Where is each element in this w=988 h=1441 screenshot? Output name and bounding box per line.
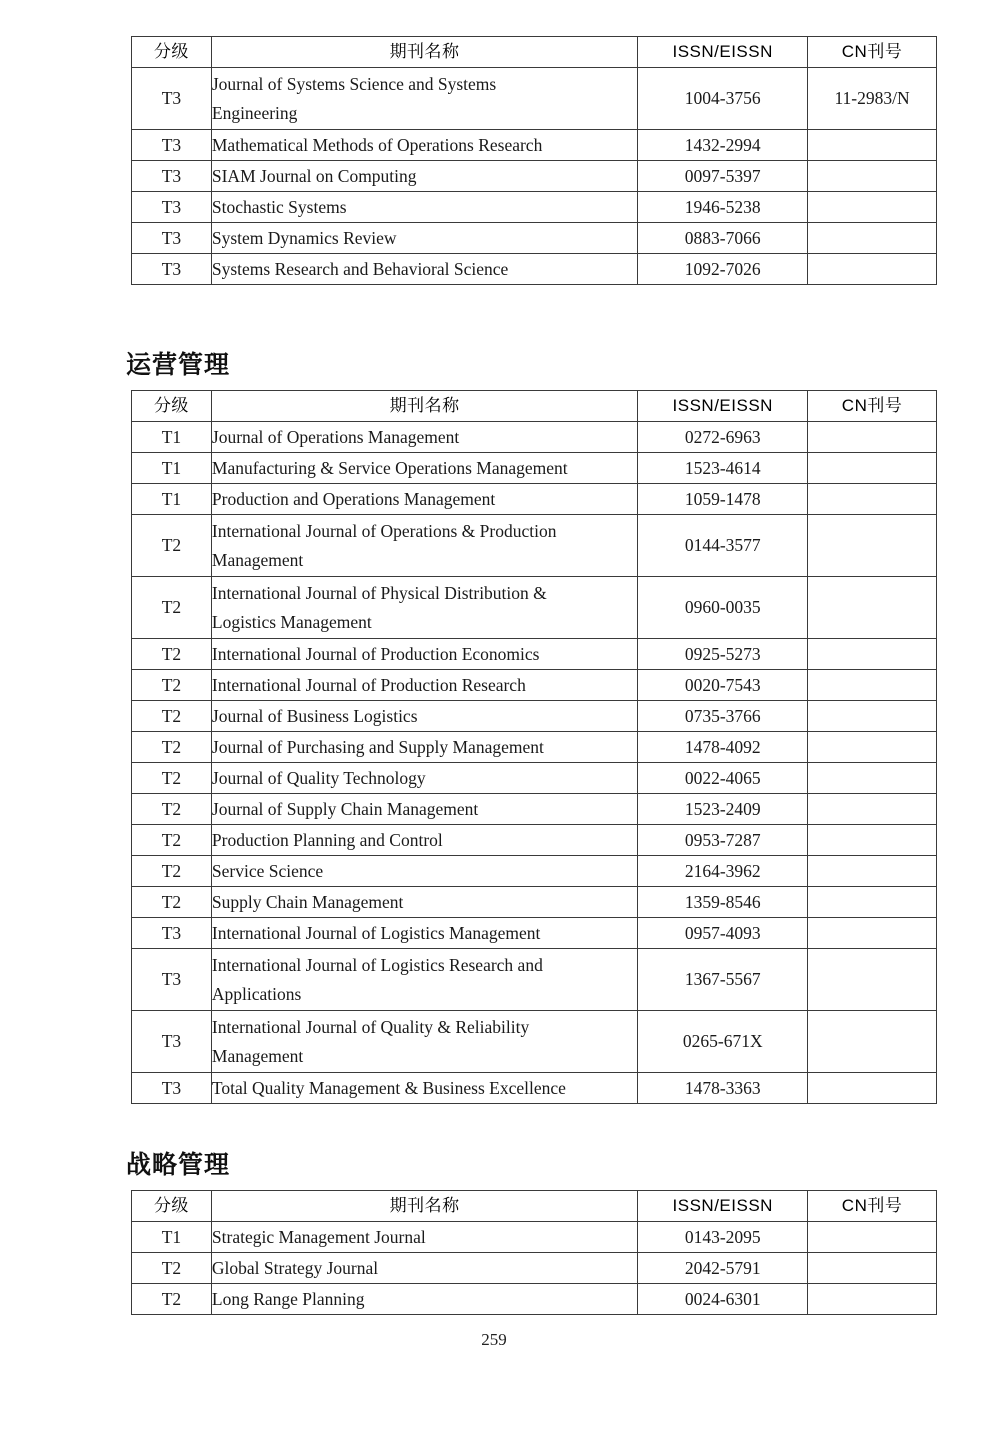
cell-rank: T2 <box>132 639 212 670</box>
table-row <box>132 254 937 285</box>
cell-issn: 2164-3962 <box>638 856 808 887</box>
cell-journal-name <box>211 130 637 161</box>
journal-table-container-1 <box>131 390 937 1104</box>
cell-journal-name <box>211 1253 637 1284</box>
table-row <box>132 1011 937 1073</box>
column-header-journal-name: 期刊名称 <box>211 1191 637 1222</box>
cell-issn: 1478-4092 <box>638 732 808 763</box>
cell-rank: T2 <box>132 856 212 887</box>
table-row <box>132 763 937 794</box>
section-heading-strategic-management: 战略管理 <box>126 1151 231 1179</box>
page-number: 259 <box>481 1330 507 1349</box>
cell-issn: 1359-8546 <box>638 887 808 918</box>
cell-issn: 0925-5273 <box>638 639 808 670</box>
cell-issn: 1432-2994 <box>638 130 808 161</box>
journal-name-line: Service Science <box>211 860 324 881</box>
cell-rank: T2 <box>132 763 212 794</box>
cell-rank: T3 <box>132 918 212 949</box>
cell-journal-name <box>211 794 637 825</box>
cell-issn: 1523-4614 <box>638 453 808 484</box>
cell-rank: T2 <box>132 670 212 701</box>
cell-cn-number <box>808 515 937 577</box>
cell-issn: 2042-5791 <box>638 1253 808 1284</box>
journal-name-line: Global Strategy Journal <box>211 1257 379 1278</box>
cell-issn: 0272-6963 <box>638 422 808 453</box>
cell-cn-number <box>808 949 937 1011</box>
cell-issn: 0024-6301 <box>638 1284 808 1315</box>
table-row <box>132 1284 937 1315</box>
cell-cn-number <box>808 577 937 639</box>
table-header-row <box>132 37 937 68</box>
journal-name-line: Long Range Planning <box>211 1288 365 1309</box>
cell-journal-name <box>211 887 637 918</box>
cell-journal-name <box>211 1222 637 1253</box>
cell-issn: 1092-7026 <box>638 254 808 285</box>
journal-name-line: Management <box>211 1045 304 1066</box>
table-header-row <box>132 391 937 422</box>
cell-journal-name <box>211 192 637 223</box>
journal-name-line: Mathematical Methods of Operations Research <box>211 134 543 155</box>
journal-name-line: International Journal of Quality & Reliability <box>211 1016 530 1037</box>
journal-name-line: Logistics Management <box>211 611 372 632</box>
cell-journal-name <box>211 856 637 887</box>
table-row <box>132 223 937 254</box>
column-header-cn-number: CN刊号 <box>808 391 937 422</box>
journal-name-line: Journal of Operations Management <box>211 426 460 447</box>
table-header-row <box>132 1191 937 1222</box>
cell-rank: T1 <box>132 484 212 515</box>
journal-name-line: Engineering <box>211 102 298 123</box>
cell-rank: T2 <box>132 515 212 577</box>
column-header-issn: ISSN/EISSN <box>638 391 808 422</box>
table-row <box>132 825 937 856</box>
cell-journal-name <box>211 1073 637 1104</box>
journal-name-line: Journal of Systems Science and Systems <box>211 73 497 94</box>
table-row <box>132 130 937 161</box>
table-row <box>132 577 937 639</box>
section-heading-operations-management: 运营管理 <box>126 351 231 379</box>
journal-name-line: International Journal of Operations & Production <box>211 520 557 541</box>
table-row <box>132 639 937 670</box>
cell-cn-number <box>808 856 937 887</box>
table-row <box>132 949 937 1011</box>
table-row <box>132 887 937 918</box>
cell-rank: T3 <box>132 161 212 192</box>
cell-issn: 1523-2409 <box>638 794 808 825</box>
cell-issn: 0143-2095 <box>638 1222 808 1253</box>
cell-issn: 1478-3363 <box>638 1073 808 1104</box>
journal-name-line: Stochastic Systems <box>211 196 347 217</box>
cell-cn-number <box>808 1253 937 1284</box>
column-header-rank: 分级 <box>132 391 212 422</box>
cell-rank: T3 <box>132 254 212 285</box>
journal-name-line: Production and Operations Management <box>211 488 496 509</box>
cell-issn: 0265-671X <box>638 1011 808 1073</box>
column-header-issn: ISSN/EISSN <box>638 37 808 68</box>
cell-journal-name <box>211 68 637 130</box>
journal-name-line: Strategic Management Journal <box>211 1226 426 1247</box>
cell-journal-name <box>211 422 637 453</box>
cell-issn: 1004-3756 <box>638 68 808 130</box>
cell-cn-number <box>808 1284 937 1315</box>
journal-name-line: International Journal of Production Research <box>211 674 526 695</box>
journal-name-line: International Journal of Logistics Research and <box>211 954 543 975</box>
cell-rank: T3 <box>132 192 212 223</box>
cell-journal-name <box>211 515 637 577</box>
table-row <box>132 701 937 732</box>
cell-cn-number <box>808 1073 937 1104</box>
cell-issn: 0020-7543 <box>638 670 808 701</box>
journal-name-line: Systems Research and Behavioral Science <box>211 258 509 279</box>
cell-cn-number <box>808 223 937 254</box>
cell-cn-number <box>808 887 937 918</box>
cell-journal-name <box>211 254 637 285</box>
journal-name-line: Applications <box>211 983 302 1004</box>
cell-cn-number: 11-2983/N <box>808 68 937 130</box>
cell-rank: T2 <box>132 1253 212 1284</box>
cell-cn-number <box>808 1222 937 1253</box>
journal-table <box>131 36 937 285</box>
column-header-cn-number: CN刊号 <box>808 1191 937 1222</box>
cell-rank: T1 <box>132 453 212 484</box>
cell-cn-number <box>808 453 937 484</box>
cell-journal-name <box>211 763 637 794</box>
cell-rank: T2 <box>132 701 212 732</box>
journal-name-line: Journal of Quality Technology <box>211 767 426 788</box>
cell-rank: T1 <box>132 1222 212 1253</box>
cell-cn-number <box>808 161 937 192</box>
column-header-journal-name: 期刊名称 <box>211 391 637 422</box>
journal-name-line: Management <box>211 549 304 570</box>
cell-issn: 0960-0035 <box>638 577 808 639</box>
table-row <box>132 1253 937 1284</box>
cell-cn-number <box>808 1011 937 1073</box>
column-header-rank: 分级 <box>132 37 212 68</box>
cell-journal-name <box>211 577 637 639</box>
journal-name-line: System Dynamics Review <box>211 227 397 248</box>
table-row <box>132 515 937 577</box>
cell-journal-name <box>211 732 637 763</box>
cell-journal-name <box>211 1284 637 1315</box>
table-row <box>132 918 937 949</box>
cell-cn-number <box>808 825 937 856</box>
journal-name-line: International Journal of Logistics Management <box>211 922 541 943</box>
journal-name-line: Supply Chain Management <box>211 891 404 912</box>
column-header-cn-number: CN刊号 <box>808 37 937 68</box>
cell-cn-number <box>808 763 937 794</box>
table-row <box>132 794 937 825</box>
cell-journal-name <box>211 949 637 1011</box>
table-row <box>132 484 937 515</box>
cell-issn: 1367-5567 <box>638 949 808 1011</box>
cell-journal-name <box>211 161 637 192</box>
cell-rank: T3 <box>132 68 212 130</box>
cell-cn-number <box>808 732 937 763</box>
journal-name-line: Journal of Purchasing and Supply Management <box>211 736 544 757</box>
table-row <box>132 856 937 887</box>
cell-rank: T3 <box>132 949 212 1011</box>
journal-name-line: Total Quality Management & Business Excellence <box>211 1077 566 1098</box>
cell-issn: 0957-4093 <box>638 918 808 949</box>
journal-name-line: Journal of Supply Chain Management <box>211 798 479 819</box>
cell-issn: 0735-3766 <box>638 701 808 732</box>
cell-rank: T2 <box>132 1284 212 1315</box>
cell-journal-name <box>211 701 637 732</box>
table-row <box>132 453 937 484</box>
table-row <box>132 670 937 701</box>
cell-cn-number <box>808 254 937 285</box>
cell-rank: T2 <box>132 732 212 763</box>
cell-rank: T2 <box>132 577 212 639</box>
column-header-rank: 分级 <box>132 1191 212 1222</box>
table-row <box>132 161 937 192</box>
cell-rank: T3 <box>132 130 212 161</box>
journal-table-container-2 <box>131 1190 937 1315</box>
cell-issn: 0097-5397 <box>638 161 808 192</box>
cell-rank: T1 <box>132 422 212 453</box>
table-row <box>132 1073 937 1104</box>
journal-table <box>131 390 937 1104</box>
cell-journal-name <box>211 223 637 254</box>
cell-journal-name <box>211 1011 637 1073</box>
cell-cn-number <box>808 670 937 701</box>
cell-issn: 1059-1478 <box>638 484 808 515</box>
table-row <box>132 1222 937 1253</box>
cell-issn: 0953-7287 <box>638 825 808 856</box>
cell-journal-name <box>211 825 637 856</box>
journal-name-line: International Journal of Physical Distribution & <box>211 582 547 603</box>
cell-cn-number <box>808 484 937 515</box>
table-row <box>132 192 937 223</box>
cell-journal-name <box>211 670 637 701</box>
journal-table-container-0 <box>131 36 937 285</box>
cell-cn-number <box>808 639 937 670</box>
cell-rank: T3 <box>132 1011 212 1073</box>
cell-issn: 0022-4065 <box>638 763 808 794</box>
journal-table <box>131 1190 937 1315</box>
cell-journal-name <box>211 918 637 949</box>
column-header-journal-name: 期刊名称 <box>211 37 637 68</box>
journal-name-line: International Journal of Production Economics <box>211 643 540 664</box>
cell-cn-number <box>808 701 937 732</box>
journal-name-line: Production Planning and Control <box>211 829 443 850</box>
cell-cn-number <box>808 130 937 161</box>
cell-rank: T3 <box>132 1073 212 1104</box>
journal-name-line: Manufacturing & Service Operations Management <box>211 457 568 478</box>
cell-cn-number <box>808 794 937 825</box>
cell-journal-name <box>211 453 637 484</box>
cell-issn: 0144-3577 <box>638 515 808 577</box>
cell-issn: 0883-7066 <box>638 223 808 254</box>
cell-cn-number <box>808 422 937 453</box>
cell-rank: T3 <box>132 223 212 254</box>
table-row <box>132 732 937 763</box>
cell-cn-number <box>808 918 937 949</box>
cell-issn: 1946-5238 <box>638 192 808 223</box>
journal-name-line: Journal of Business Logistics <box>211 705 418 726</box>
cell-journal-name <box>211 639 637 670</box>
table-row <box>132 68 937 130</box>
cell-rank: T2 <box>132 825 212 856</box>
journal-name-line: SIAM Journal on Computing <box>211 165 417 186</box>
cell-cn-number <box>808 192 937 223</box>
cell-rank: T2 <box>132 794 212 825</box>
cell-journal-name <box>211 484 637 515</box>
table-row <box>132 422 937 453</box>
cell-rank: T2 <box>132 887 212 918</box>
column-header-issn: ISSN/EISSN <box>638 1191 808 1222</box>
